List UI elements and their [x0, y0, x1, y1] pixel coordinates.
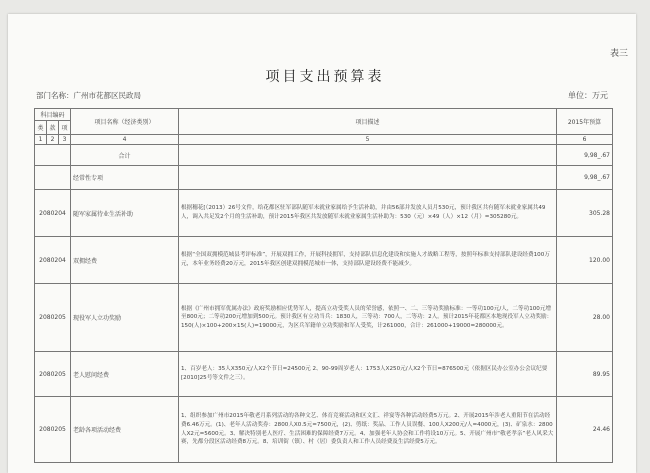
project-desc-header: 项目描述 — [179, 109, 557, 135]
index-cell: 2 — [47, 135, 59, 145]
row-budget: 24.46 — [557, 397, 613, 463]
budget-table — [34, 108, 613, 463]
total-value: 9,98_.67 — [557, 145, 613, 166]
row-description: 1、组织参加广州市2015年敬老月系列活动的各种文艺、体育竞赛活动和区文汇、祥宴等各种活动经费5万元。2、开展2015年涉老人重阳节在活动经费6.46万元。(1)、老年人活动奖券：2800人X0.5元=7500元，(2)、剪纸：奖品、工作人员误餐、100人X200元/人=4000元，(3)、矿泉水：2800人X2元=5600元。3、解决特别老人医疗、生活困难的保障经费7万元。4、加强老年人协会和工作将设10万元。5、开展广州市“敬老孝亲”老人风采大赛，先都分段区活动经费8万元。8、培训街（镇）、村（居）委负责人和工作人员经费及生活经费5万元。 — [179, 397, 557, 463]
row-project-name: 双拥经费 — [71, 237, 179, 284]
row-code: 2080205 — [35, 397, 71, 463]
row-description: 根据穗花[（2013）26号文件，给花都区驻军部队随军未就业家属给予生活补助，并由56部并发放人员月530元，预计我区共有随军未就业家属共49人，调入共足发2个月的生活补助，预计2015年我区共发放随军未就业家属生活补助为：530（元）×49（人）×12（月）=305280元。 — [179, 190, 557, 237]
row-project-name: 老龄各项活动经费 — [71, 397, 179, 463]
table-row — [35, 284, 613, 352]
row-code: 2080204 — [35, 237, 71, 284]
total-label: 合计 — [71, 145, 179, 166]
category-label: 经常性专项 — [71, 166, 179, 190]
row-budget: 89.95 — [557, 352, 613, 397]
subject-code-header: 科目编码 — [35, 109, 71, 121]
row-budget: 120.00 — [557, 237, 613, 284]
sub-header: 项 — [59, 121, 71, 135]
index-cell: 3 — [59, 135, 71, 145]
unit-label: 单位：万元 — [568, 91, 608, 100]
index-cell: 1 — [35, 135, 47, 145]
index-cell: 4 — [71, 135, 179, 145]
row-project-name: 老人慰问经费 — [71, 352, 179, 397]
total-row — [35, 145, 613, 166]
row-project-name: 现役军人立功奖励 — [71, 284, 179, 352]
item-header: 款 — [47, 121, 59, 135]
page-title: 项目支出预算表 — [265, 69, 385, 85]
row-code: 2080205 — [35, 352, 71, 397]
row-code: 2080204 — [35, 190, 71, 237]
department-name: 部门名称：广州市花都区民政局 — [36, 91, 141, 100]
row-description: 1、百岁老人：35人X350元/人X2个节日=24500元 2、90-99周岁老人：1753人X250元/人X2个节日=876500元（依据区民办公室办公会议纪要[2010]25号等文件之三）。 — [179, 352, 557, 397]
kind-header: 类 — [35, 121, 47, 135]
row-code: 2080205 — [35, 284, 71, 352]
row-budget: 28.00 — [557, 284, 613, 352]
table-row — [35, 352, 613, 397]
category-value: 9,98_.67 — [557, 166, 613, 190]
project-name-header: 项目名称（经济类别） — [71, 109, 179, 135]
row-description: 根据“全国双拥模范城县考评标准”，开展双拥工作，开展科技拥军，支持部队信息化建设和实施人才战略工程等，按照年标准支持部队建设经费100万元，本年业务经费20万元，2015年我区创建双拥模范城市一体，支持部队建设经费不能减少。 — [179, 237, 557, 284]
budget-header: 2015年预算 — [557, 109, 613, 135]
category-row — [35, 166, 613, 190]
index-row — [35, 135, 613, 145]
row-budget: 305.28 — [557, 190, 613, 237]
header-row — [35, 109, 613, 121]
row-project-name: 随军家属待业生活补助 — [71, 190, 179, 237]
index-cell: 6 — [557, 135, 613, 145]
table-row — [35, 190, 613, 237]
index-cell: 5 — [179, 135, 557, 145]
table-tag: 表三 — [609, 49, 628, 59]
table-row — [35, 397, 613, 463]
table-row — [35, 237, 613, 284]
row-description: 根据《广州市拥军优属办法》政府奖励相应优势军人，提高立功受奖人员的荣誉感，依照一、二、三等功奖励标准：一等功100元/人，二等功100元增至800元；二等功200元增加到500元。预计我区有立功当兵：1830人，三等功：700人，二等功：2人。预计2015年花都区本地现役军人立功奖励：150(人)×100+200×15(人)=19000元，为区兵军籍单立功奖励和军人受奖，计261000，合计：261000+19000=280000元。 — [179, 284, 557, 352]
